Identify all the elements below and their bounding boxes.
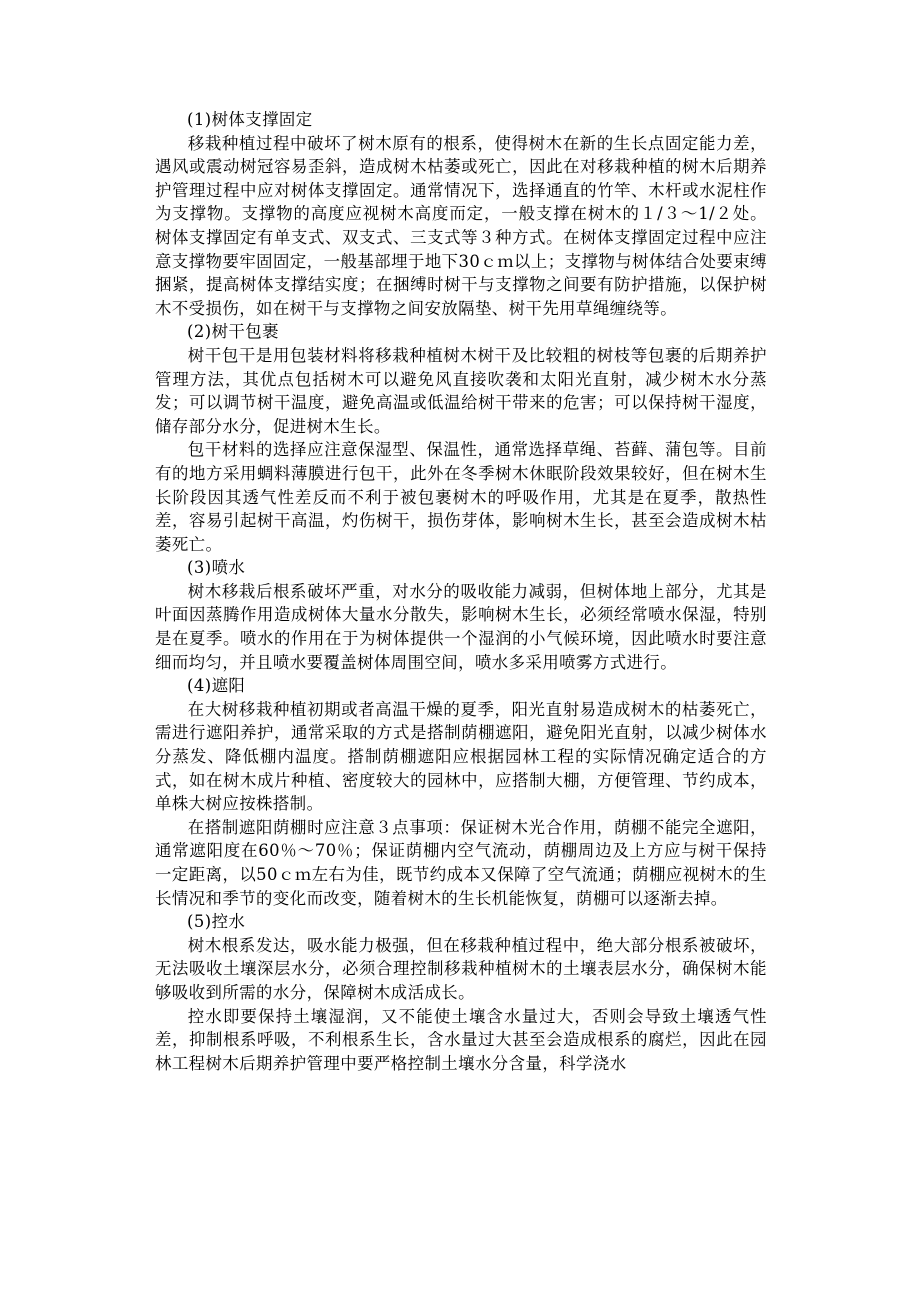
- paragraph: 树木移栽后根系破坏严重，对水分的吸收能力减弱，但树体地上部分，尤其是叶面因蒸腾作用造成树体大量水分散失，影响树木生长，必须经常喷水保湿，特别是在夏季。喷水的作用在于为树体提供一个湿润的小气候环境，因此喷水时要注意细而均匀，并且喷水要覆盖树体周围空间，喷水多采用喷雾方式进行。: [155, 581, 767, 672]
- paragraph: 移栽种植过程中破坏了树木原有的根系，使得树木在新的生长点固定能力差，遇风或震动树冠容易歪斜，造成树木枯萎或死亡，因此在对移栽种植的树木后期养护管理过程中应对树体支撑固定。通常情况下，选择通直的竹竿、木杆或水泥柱作为支撑物。支撑物的高度应视树木高度而定，一般支撑在树木的１/３～1/２处。树体支撑固定有单支式、双支式、三支式等３种方式。在树体支撑固定过程中应注意支撑物要牢固固定，一般基部埋于地下30ｃｍ以上；支撑物与树体结合处要束缚捆紧，提高树体支撑结实度；在捆缚时树干与支撑物之间要有防护措施，以保护树木不受损伤，如在树干与支撑物之间安放隔垫、树干先用草绳缠绕等。: [155, 133, 767, 318]
- paragraph: 控水即要保持土壤湿润，又不能使土壤含水量过大，否则会导致土壤透气性差，抑制根系呼吸，不利根系生长，含水量过大甚至会造成根系的腐烂，因此在园林工程树木后期养护管理中要严格控制土壤水分含量，科学浇水: [155, 1006, 767, 1073]
- section-heading-5: (5)控水: [187, 912, 246, 932]
- section-heading-2: (2)树干包裹: [187, 322, 279, 342]
- paragraph: 树木根系发达，吸水能力极强，但在移栽种植过程中，绝大部分根系被破坏，无法吸收土壤深层水分，必须合理控制移栽种植树木的土壤表层水分，确保树木能够吸收到所需的水分，保障树木成活成长。: [155, 935, 767, 1002]
- paragraph: 树干包干是用包装材料将移栽种植树木树干及比较粗的树枝等包裹的后期养护管理方法，其优点包括树木可以避免风直接吹袭和太阳光直射，减少树木水分蒸发；可以调节树干温度，避免高温或低温给树干带来的危害；可以保持树干湿度，储存部分水分，促进树木生长。: [155, 345, 767, 436]
- section-heading-4: (4)遮阳: [187, 676, 246, 696]
- paragraph: 在大树移栽种植初期或者高温干燥的夏季，阳光直射易造成树木的枯萎死亡，需进行遮阳养护，通常采取的方式是搭制荫棚遮阳，避免阳光直射，以减少树体水分蒸发、降低棚内温度。搭制荫棚遮阳应根据园林工程的实际情况确定适合的方式，如在树木成片种植、密度较大的园林中，应搭制大棚，方便管理、节约成本，单株大树应按株搭制。: [155, 699, 767, 814]
- document-body: [155, 108, 767, 1075]
- paragraph: 在搭制遮阳荫棚时应注意３点事项：保证树木光合作用，荫棚不能完全遮阳，通常遮阳度在60％～70％；保证荫棚内空气流动，荫棚周边及上方应与树干保持一定距离，以50ｃｍ左右为佳，既节约成本又保障了空气流通；荫棚应视树木的生长情况和季节的变化而改变，随着树木的生长机能恢复，荫棚可以逐渐去掉。: [155, 817, 767, 908]
- paragraph: 包干材料的选择应注意保湿型、保温性，通常选择草绳、苔藓、蒲包等。目前有的地方采用蜩料薄膜进行包干，此外在冬季树木休眠阶段效果较好，但在树木生长阶段因其透气性差反而不利于被包裹树木的呼吸作用，尤其是在夏季，散热性差，容易引起树干高温，灼伤树干，损伤芽体，影响树木生长，甚至会造成树木枯萎死亡。: [155, 440, 767, 554]
- section-heading-3: (3)喷水: [187, 558, 246, 578]
- section-heading-1: (1)树体支撑固定: [187, 110, 313, 129]
